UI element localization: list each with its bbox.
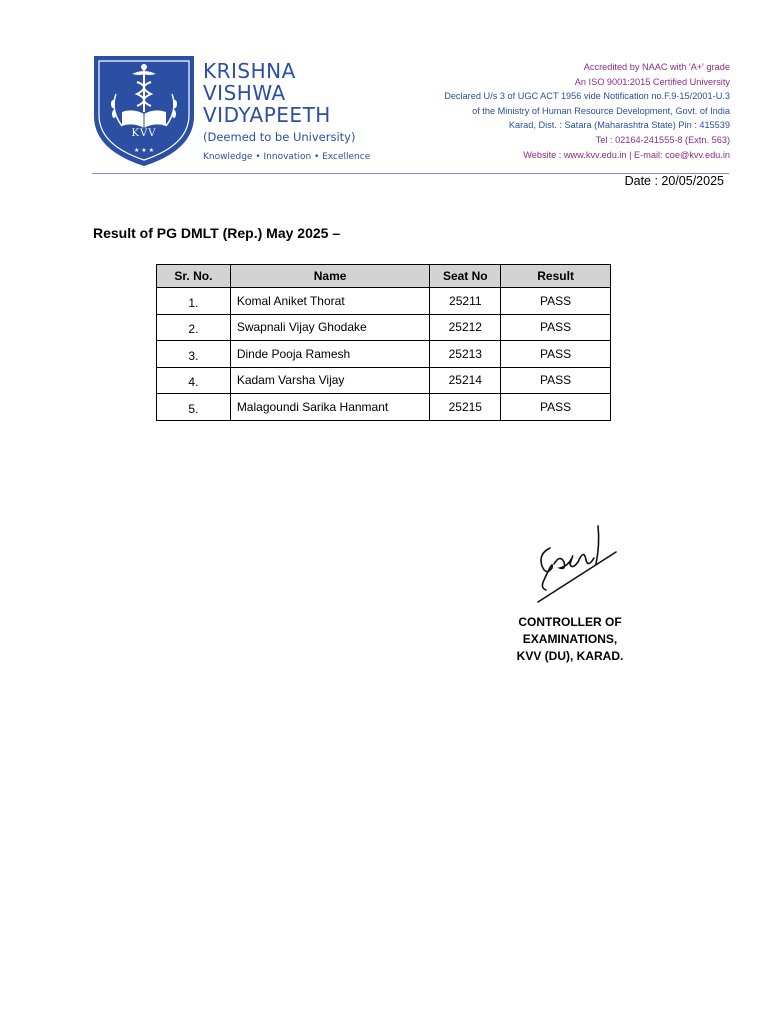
cell-result: PASS [501,394,611,421]
cell-result: PASS [501,367,611,394]
cell-sr-no: 3. [157,341,231,368]
table-row [157,367,611,394]
signatory-block [470,614,670,665]
table-header-row [157,265,611,288]
brand-line-1: KRISHNA [203,59,296,83]
table-row [157,314,611,341]
signatory-title: CONTROLLER OF EXAMINATIONS, [518,615,622,646]
cell-sr-no: 4. [157,367,231,394]
cell-name: Malagoundi Sarika Hanmant [230,394,430,421]
table-row [157,341,611,368]
cell-sr-no: 2. [157,314,231,341]
cell-result: PASS [501,314,611,341]
info-line-ministry: of the Ministry of Human Resource Development, Govt. of India [472,105,730,116]
info-line-declared: Declared U/s 3 of UGC ACT 1956 vide Notification no.F.9-15/2001-U.3 [444,91,730,102]
cell-sr-no: 1. [157,288,231,315]
signatory-office: KVV (DU), KARAD. [516,649,624,663]
info-line-accreditation: Accredited by NAAC with 'A+' grade [583,62,730,72]
signature-image [530,518,620,606]
table-row [157,394,611,421]
cell-name: Swapnali Vijay Ghodake [230,314,430,341]
brand-line-2: VISHWA [203,81,286,105]
cell-sr-no: 5. [157,394,231,421]
cell-name: Dinde Pooja Ramesh [230,341,430,368]
info-line-address: Karad, Dist. : Satara (Maharashtra State) Pin : 415539 [508,120,730,131]
cell-name: Kadam Varsha Vijay [230,367,430,394]
cell-result: PASS [501,288,611,315]
university-name [203,60,370,162]
cell-name: Komal Aniket Thorat [230,288,430,315]
info-line-iso: An ISO 9001:2015 Certified University [574,76,730,87]
cell-seat-no: 25213 [430,341,501,368]
document-date: Date : 20/05/2025 [624,174,724,188]
results-table [156,264,611,421]
cell-seat-no: 25214 [430,367,501,394]
header-seat-no: Seat No [430,265,501,288]
logo-monogram: KVV [131,128,157,139]
table-row [157,288,611,315]
header-sr-no: Sr. No. [157,265,231,288]
brand-line-3: VIDYAPEETH [203,103,331,127]
brand-subtitle: (Deemed to be University) [203,130,356,144]
university-info [444,60,730,162]
svg-text:★ ★ ★: ★ ★ ★ [134,147,154,154]
cell-seat-no: 25211 [430,288,501,315]
info-line-web-email: Website : www.kvv.edu.in | E-mail: coe@kvv.edu.in [523,149,730,160]
cell-result: PASS [501,341,611,368]
cell-seat-no: 25212 [430,314,501,341]
info-line-tel: Tel : 02164-241555-8 (Extn. 563) [595,134,730,145]
result-title: Result of PG DMLT (Rep.) May 2025 – [93,225,341,241]
header-name: Name [230,265,430,288]
cell-seat-no: 25215 [430,394,501,421]
brand-tagline: Knowledge • Innovation • Excellence [203,152,371,162]
header-result: Result [501,265,611,288]
kvv-logo [92,54,196,168]
